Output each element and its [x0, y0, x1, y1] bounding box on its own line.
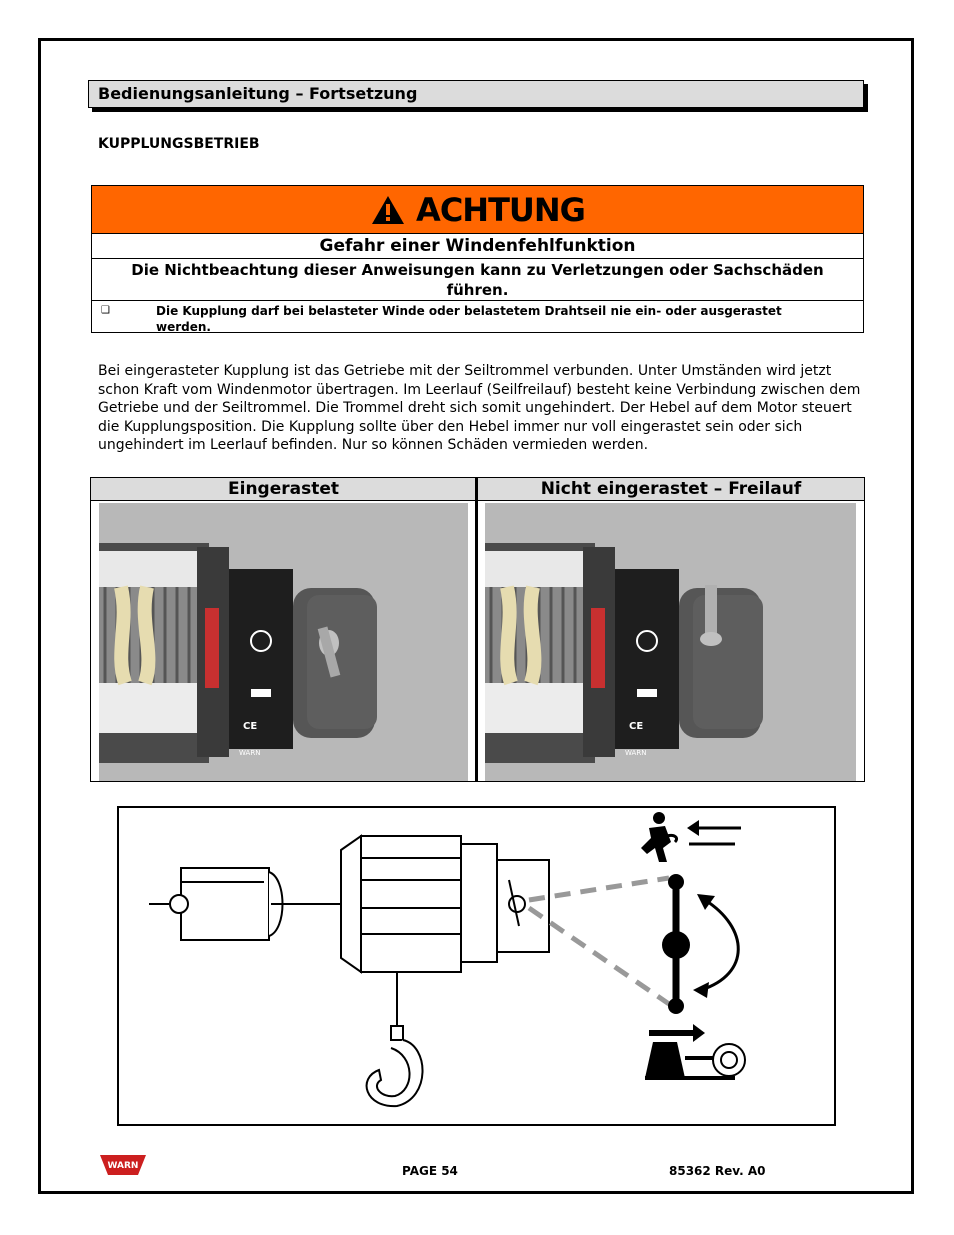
- warning-triangle-icon: [370, 194, 406, 226]
- body-paragraph: [98, 362, 868, 455]
- engaged-photo: [99, 503, 468, 781]
- page-number: PAGE 54: [402, 1164, 458, 1178]
- clutch-photo-table: [90, 477, 865, 782]
- warning-item-text: Die Kupplung darf bei belasteter Winde oder belastetem Drahtseil nie ein- oder ausgerastet werden.: [156, 304, 782, 334]
- warning-box: [91, 185, 864, 333]
- warning-banner: [92, 186, 863, 234]
- checkbox-bullet-icon: ❑: [101, 305, 110, 316]
- engaged-header: Eingerastet: [91, 478, 476, 501]
- warning-title: Gefahr einer Windenfehlfunktion: [92, 234, 863, 259]
- photo-warn-label: WARN: [239, 749, 261, 757]
- warning-consequence: Die Nichtbeachtung dieser Anweisungen kann zu Verletzungen oder Sachschäden führen.: [92, 259, 863, 301]
- section-subheading: KUPPLUNGSBETRIEB: [98, 136, 260, 152]
- body-line: Bei eingerasteter Kupplung ist das Getriebe mit der Seiltrommel verbunden. Unter Umständen wird jetzt: [98, 363, 832, 379]
- photo-warn-label: WARN: [625, 749, 647, 757]
- warn-logo-text: WARN: [107, 1161, 139, 1171]
- photo-ce-label: CE: [243, 721, 258, 732]
- photo-ce-label: CE: [629, 721, 644, 732]
- running-person-icon: [641, 812, 677, 862]
- column-divider: [475, 478, 478, 781]
- left-arrow-icon: [687, 820, 741, 844]
- freespool-photo: [485, 503, 856, 781]
- section-header: Bedienungsanleitung – Fortsetzung: [88, 80, 864, 108]
- warning-label: ACHTUNG: [416, 190, 585, 229]
- clutch-diagram: [117, 806, 836, 1126]
- document-revision: 85362 Rev. A0: [669, 1164, 766, 1178]
- body-line: schon Kraft vom Windenmotor übertragen. Im Leerlauf (Seilfreilauf) besteht keine Verbindung zwischen dem: [98, 381, 861, 398]
- warn-logo: [98, 1153, 148, 1177]
- winch-drawing: [149, 836, 549, 1106]
- clutch-engage-icon: [645, 1024, 745, 1080]
- body-line: ungehindert im Leerlauf befinden. Nur so können Schäden vermieden werden.: [98, 437, 649, 454]
- lever-indicator: [662, 874, 738, 1014]
- warning-item: [92, 301, 863, 333]
- freespool-header: Nicht eingerastet – Freilauf: [478, 478, 864, 501]
- body-line: Getriebe und der Seiltrommel. Die Trommel dreht sich somit ungehindert. Der Hebel auf dem Motor steuert: [98, 400, 852, 417]
- body-line: die Kupplungsposition. Die Kupplung sollte über den Hebel immer nur voll eingerastet sein oder sich: [98, 418, 803, 435]
